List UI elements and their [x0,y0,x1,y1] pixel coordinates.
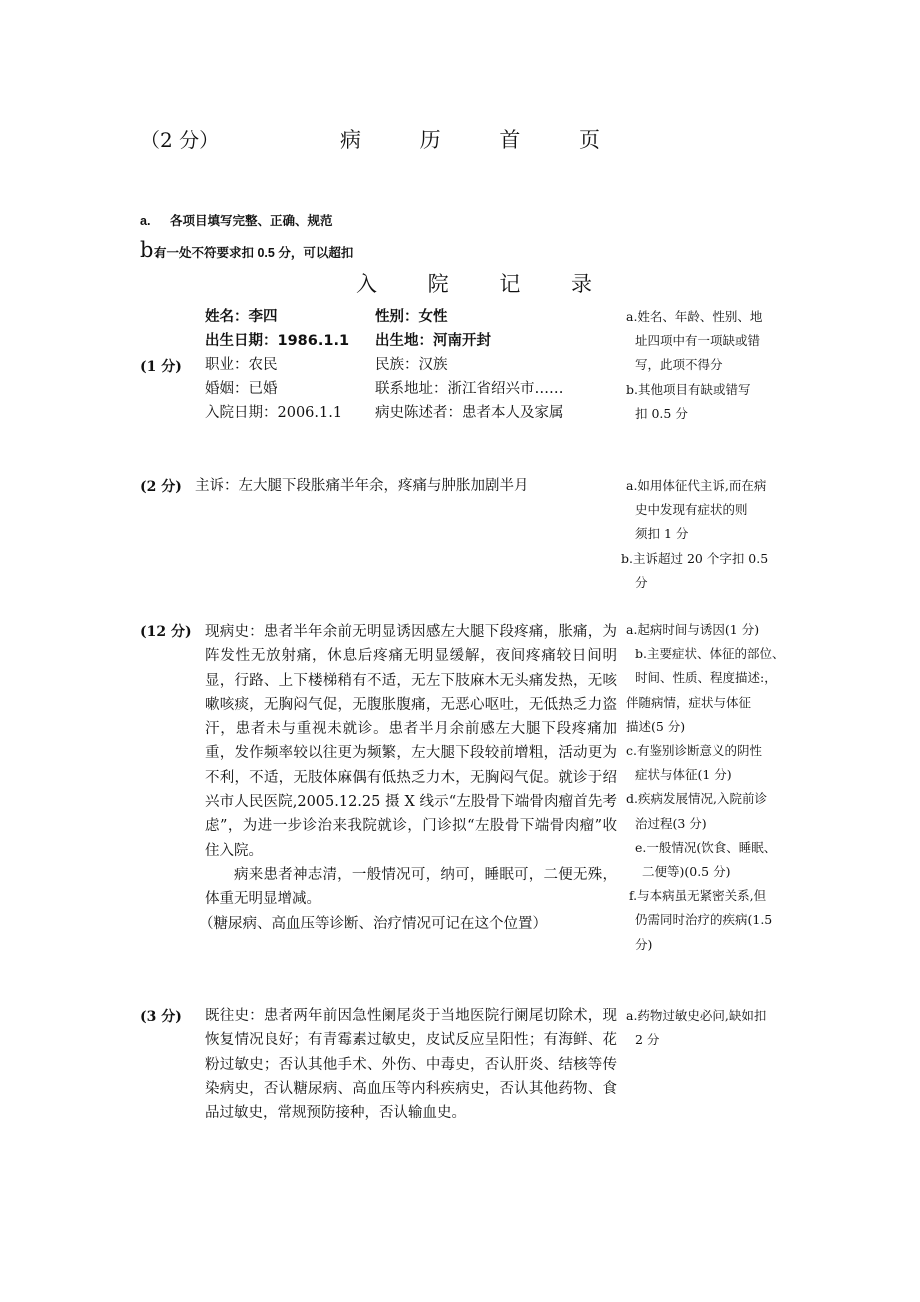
info-name: 姓名：李四 [205,309,278,325]
info-ethnicity: 民族：汉族 [375,357,448,373]
info-birthplace: 出生地：河南开封 [375,333,491,349]
section4-notes [626,1004,794,1052]
info-occupation: 职业：农民 [205,357,278,373]
present-illness-general: 病来患者神志清，一般情况可，纳可，睡眠可，二便无殊，体重无明显增减。 [205,866,617,908]
note-line: a.起病时间与诱因(1 分) [626,622,760,637]
section2-notes [621,474,794,595]
rule-a-marker: a. [140,214,151,228]
info-row [205,401,625,425]
note-line: d.疾病发展情况,入院前诊 [626,791,767,807]
chief-complaint: 主诉：左大腿下段胀痛半年余，疼痛与肿胀加剧半月 [195,478,529,494]
note-line: 描述(5 分) [626,718,686,734]
note-line: 分 [635,574,648,590]
rule-b-text: 有一处不符要求扣 0.5 分，可以超扣 [154,246,354,260]
record-title: 入 院 记 录 [356,272,615,296]
section4-score: (3 分) [140,1009,182,1025]
rule-a [140,211,333,229]
info-narrator: 病史陈述者：患者本人及家属 [375,405,564,421]
info-row [205,353,625,377]
note-line: a.如用体征代主诉,而在病 [626,478,767,493]
info-birthdate: 出生日期：1986.1.1 [205,333,350,349]
rule-a-text: 各项目填写完整、正确、规范 [170,214,333,228]
note-line: e.一般情况(饮食、睡眠、 [635,839,777,855]
note-line: b.其他项目有缺或错写 [626,381,751,397]
note-line: b.主要症状、体征的部位、 [635,646,785,662]
section2-score: (2 分) [140,479,182,495]
note-line: 症状与体征(1 分) [635,767,732,783]
note-line: 2 分 [635,1032,660,1048]
note-line: 伴随病情，症状与体征 [626,694,752,710]
section1-notes [626,305,794,426]
present-illness-comorbidity: （糖尿病、高血压等诊断、治疗情况可记在这个位置） [199,915,547,932]
note-line: 史中发现有症状的则 [635,502,748,518]
section1-score: (1 分) [140,359,182,375]
section3-score: (12 分) [140,624,192,640]
page-score: （2 分） [140,128,220,152]
patient-info-grid [205,305,625,425]
info-marital: 婚姻：已婚 [205,381,278,397]
note-line: 分) [635,936,653,952]
note-line: b.主诉超过 20 个字扣 0.5 [621,550,769,566]
info-gender: 性别：女性 [375,309,448,325]
page-title: 病 历 首 页 [340,128,627,152]
note-line: 扣 0.5 分 [635,405,688,421]
past-history [205,1004,617,1125]
present-illness-paragraph: 现病史：患者半年余前无明显诱因感左大腿下段疼痛，胀痛，为阵发性无放射痛，休息后疼痛无明显缓解，夜间疼痛较日间明显，行路、上下楼梯稍有不适，无左下肢麻木无头痛发热，无咳嗽咳痰，无胸闷气促，无腹胀腹痛，无恶心呕吐，无低热乏力盗汗，患者未与重视未就诊。患者半月余前感左大腿下段疼痛加重，发作频率较以往更为频繁，左大腿下段较前增粗，活动更为不利，不适，无肢体麻偶有低热乏力木，无胸闷气促。就诊于绍兴市人民医院,2005.12.25 摄 X 线示“左股骨下端骨肉瘤首先考虑”，为进一步诊治来我院就诊，门诊拟“左股骨下端骨肉瘤”收住入院。 [205,624,617,859]
info-row [205,377,625,401]
note-line: 址四项中有一项缺或错 [635,333,761,349]
info-row [205,329,625,353]
info-admission-date: 入院日期：2006.1.1 [205,405,343,421]
present-illness [199,620,617,936]
past-history-paragraph: 既往史：患者两年前因急性阑尾炎于当地医院行阑尾切除术，现恢复情况良好；有青霉素过敏史，皮试反应呈阳性；有海鲜、花粉过敏史；否认其他手术、外伤、中毒史，否认肝炎、结核等传染病史，否认糖尿病、高血压等内科疾病史，否认其他药物、食品过敏史，常规预防接种，否认输血史。 [205,1008,617,1122]
note-line: 须扣 1 分 [635,526,689,542]
note-line: 治过程(3 分) [635,815,707,831]
note-line: 时间、性质、程度描述:， [635,670,777,686]
note-line: 二便等)(0.5 分) [642,864,731,880]
section3-notes [626,618,794,957]
note-line: c.有鉴别诊断意义的阴性 [626,743,762,759]
note-line: f.与本病虽无紧密关系,但 [629,888,767,904]
rule-b-marker: b. [140,238,161,262]
note-line: a.姓名、年龄、性别、地 [626,309,763,324]
info-address: 联系地址：浙江省绍兴市…… [375,381,564,397]
note-line: 写，此项不得分 [635,357,723,373]
note-line: a.药物过敏史必问,缺如扣 [626,1008,767,1023]
note-line: 仍需同时治疗的疾病(1.5 [635,912,773,928]
rule-b [140,238,353,262]
info-row [205,305,625,329]
